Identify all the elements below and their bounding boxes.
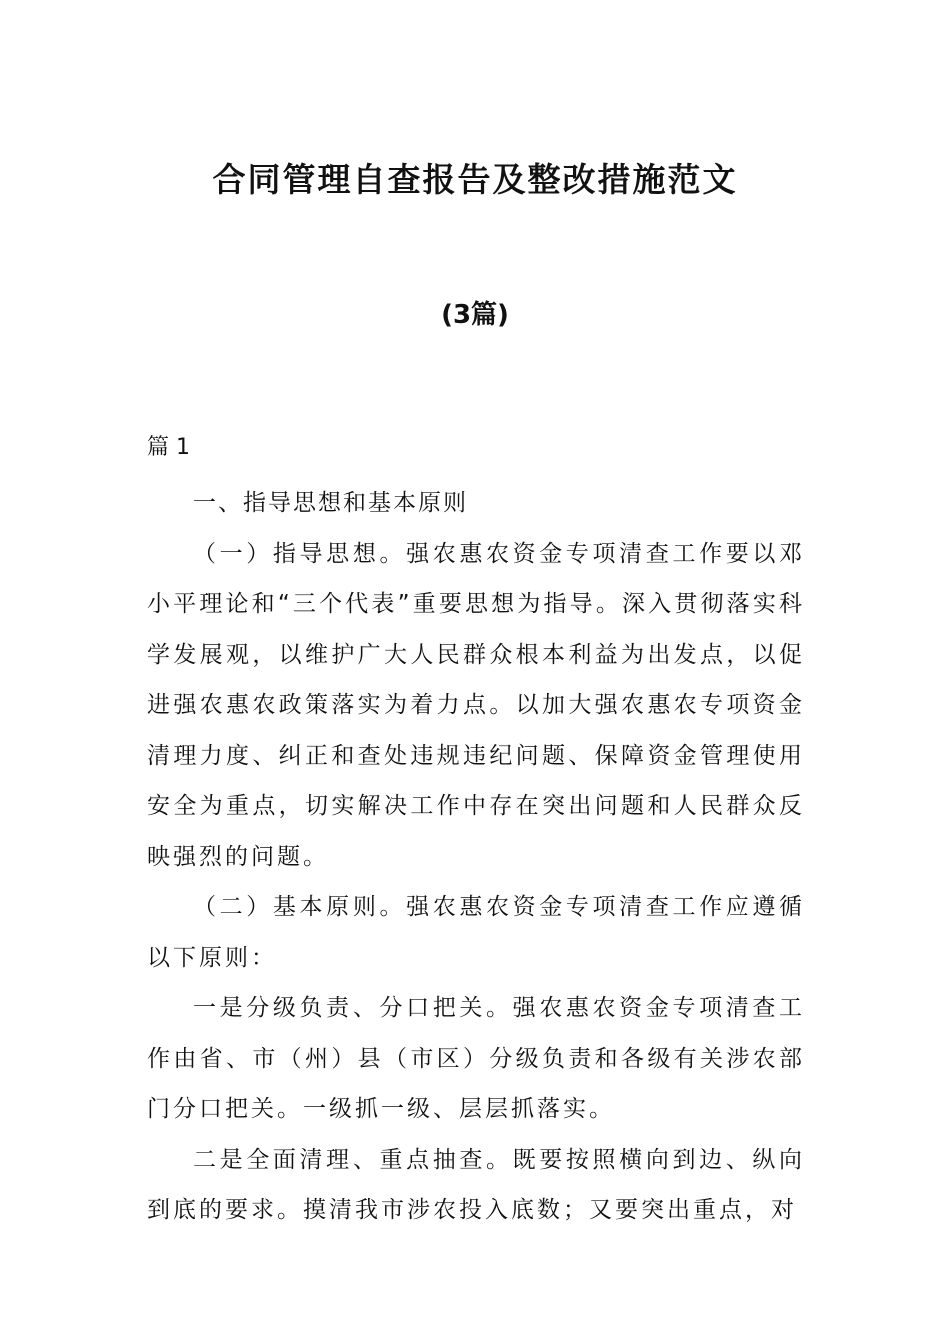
document-title: 合同管理自查报告及整改措施范文 <box>212 160 738 199</box>
section-label: 篇 1 <box>147 435 190 460</box>
paragraph-principle-one: 一是分级负责、分口把关。强农惠农资金专项清查工作由省、市（州）县（市区）分级负责和各级有关涉农部门分口把关。一级抓一级、层层抓落实。 <box>147 995 805 1122</box>
paragraph-basic-principles: （二）基本原则。强农惠农资金专项清查工作应遵循以下原则： <box>147 894 805 971</box>
document-subtitle: (3篇) <box>441 300 509 330</box>
paragraph-heading: 一、指导思想和基本原则 <box>193 490 468 516</box>
document-body <box>147 478 805 1236</box>
paragraph-guiding-thought: （一）指导思想。强农惠农资金专项清查工作要以邓小平理论和“三个代表”重要思想为指导。深入贯彻落实科学发展观，以维护广大人民群众根本利益为出发点，以促进强农惠农政策落实为着力点。以加大强农惠农专项资金清理力度、纠正和查处违规违纪问题、保障资金管理使用安全为重点，切实解决工作中存在突出问题和人民群众反映强烈的问题。 <box>147 540 805 870</box>
paragraph-principle-two: 二是全面清理、重点抽查。既要按照横向到边、纵向到底的要求。摸清我市涉农投入底数；又要突出重点，对 <box>147 1146 805 1223</box>
